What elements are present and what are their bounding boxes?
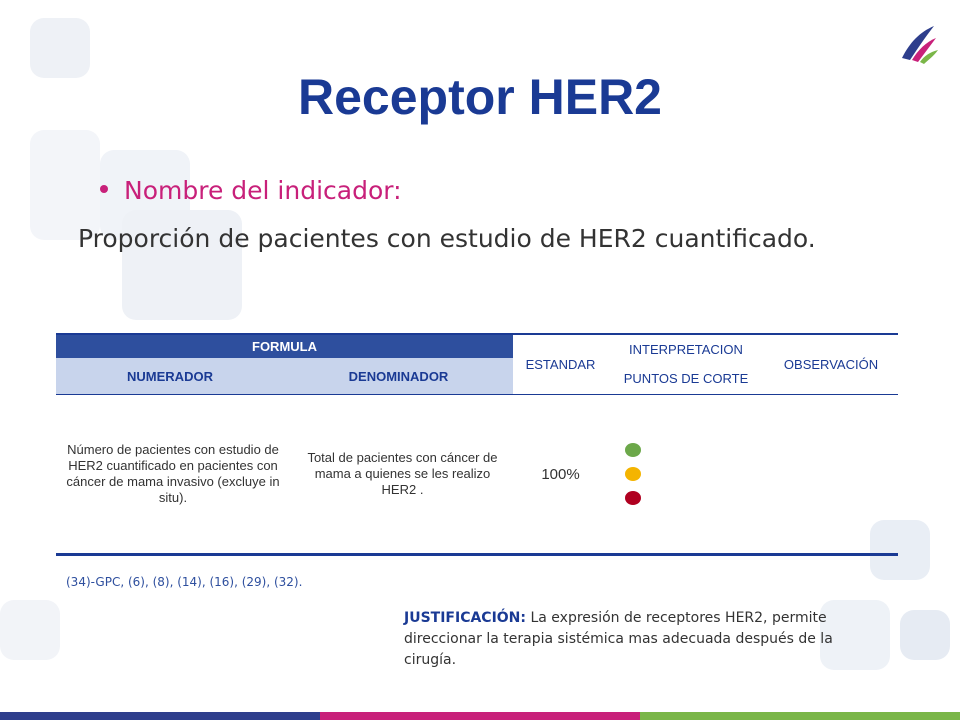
numerador-cell: Número de pacientes con estudio de HER2 cuantificado en pacientes con cáncer de mama invasivo (excluye in situ). [66,442,280,505]
justification-label: JUSTIFICACIÓN: [404,610,527,626]
green-light-icon [625,443,641,457]
header-denominador: DENOMINADOR [284,358,513,394]
header-puntos-corte: PUNTOS DE CORTE [623,371,749,386]
header-estandar: ESTANDAR [513,333,608,394]
footer-bar-green [640,712,960,720]
table-bottom-border [56,553,898,556]
background-square [0,600,60,660]
indicator-description: Proporción de pacientes con estudio de HER2 cuantificado. [78,224,816,253]
justification-text: La expresión de receptores HER2, permite direccionar la terapia sistémica mas adecuada después de la cirugía. [404,610,833,668]
indicator-table [56,333,898,557]
footer-bar-navy [0,712,320,720]
logo-icon [896,22,940,66]
estandar-cell: 100% [541,465,580,483]
indicator-bullet [100,176,402,205]
header-formula: FORMULA [56,333,513,358]
justification [404,608,874,671]
yellow-light-icon [625,467,641,481]
header-observacion: OBSERVACIÓN [764,333,898,394]
footer-bar-pink [320,712,640,720]
header-interpretacion: INTERPRETACION [608,333,764,363]
red-light-icon [625,491,641,505]
bullet-label: Nombre del indicador: [124,176,402,205]
slide-title: Receptor HER2 [298,69,662,125]
bullet-dot-icon [100,185,108,193]
denominador-cell: Total de pacientes con cáncer de mama a quienes se les realizo HER2 . [307,450,498,497]
references: (34)-GPC, (6), (8), (14), (16), (29), (32). [66,575,303,589]
traffic-light-indicators [608,395,658,553]
header-numerador: NUMERADOR [56,358,284,394]
background-square [900,610,950,660]
